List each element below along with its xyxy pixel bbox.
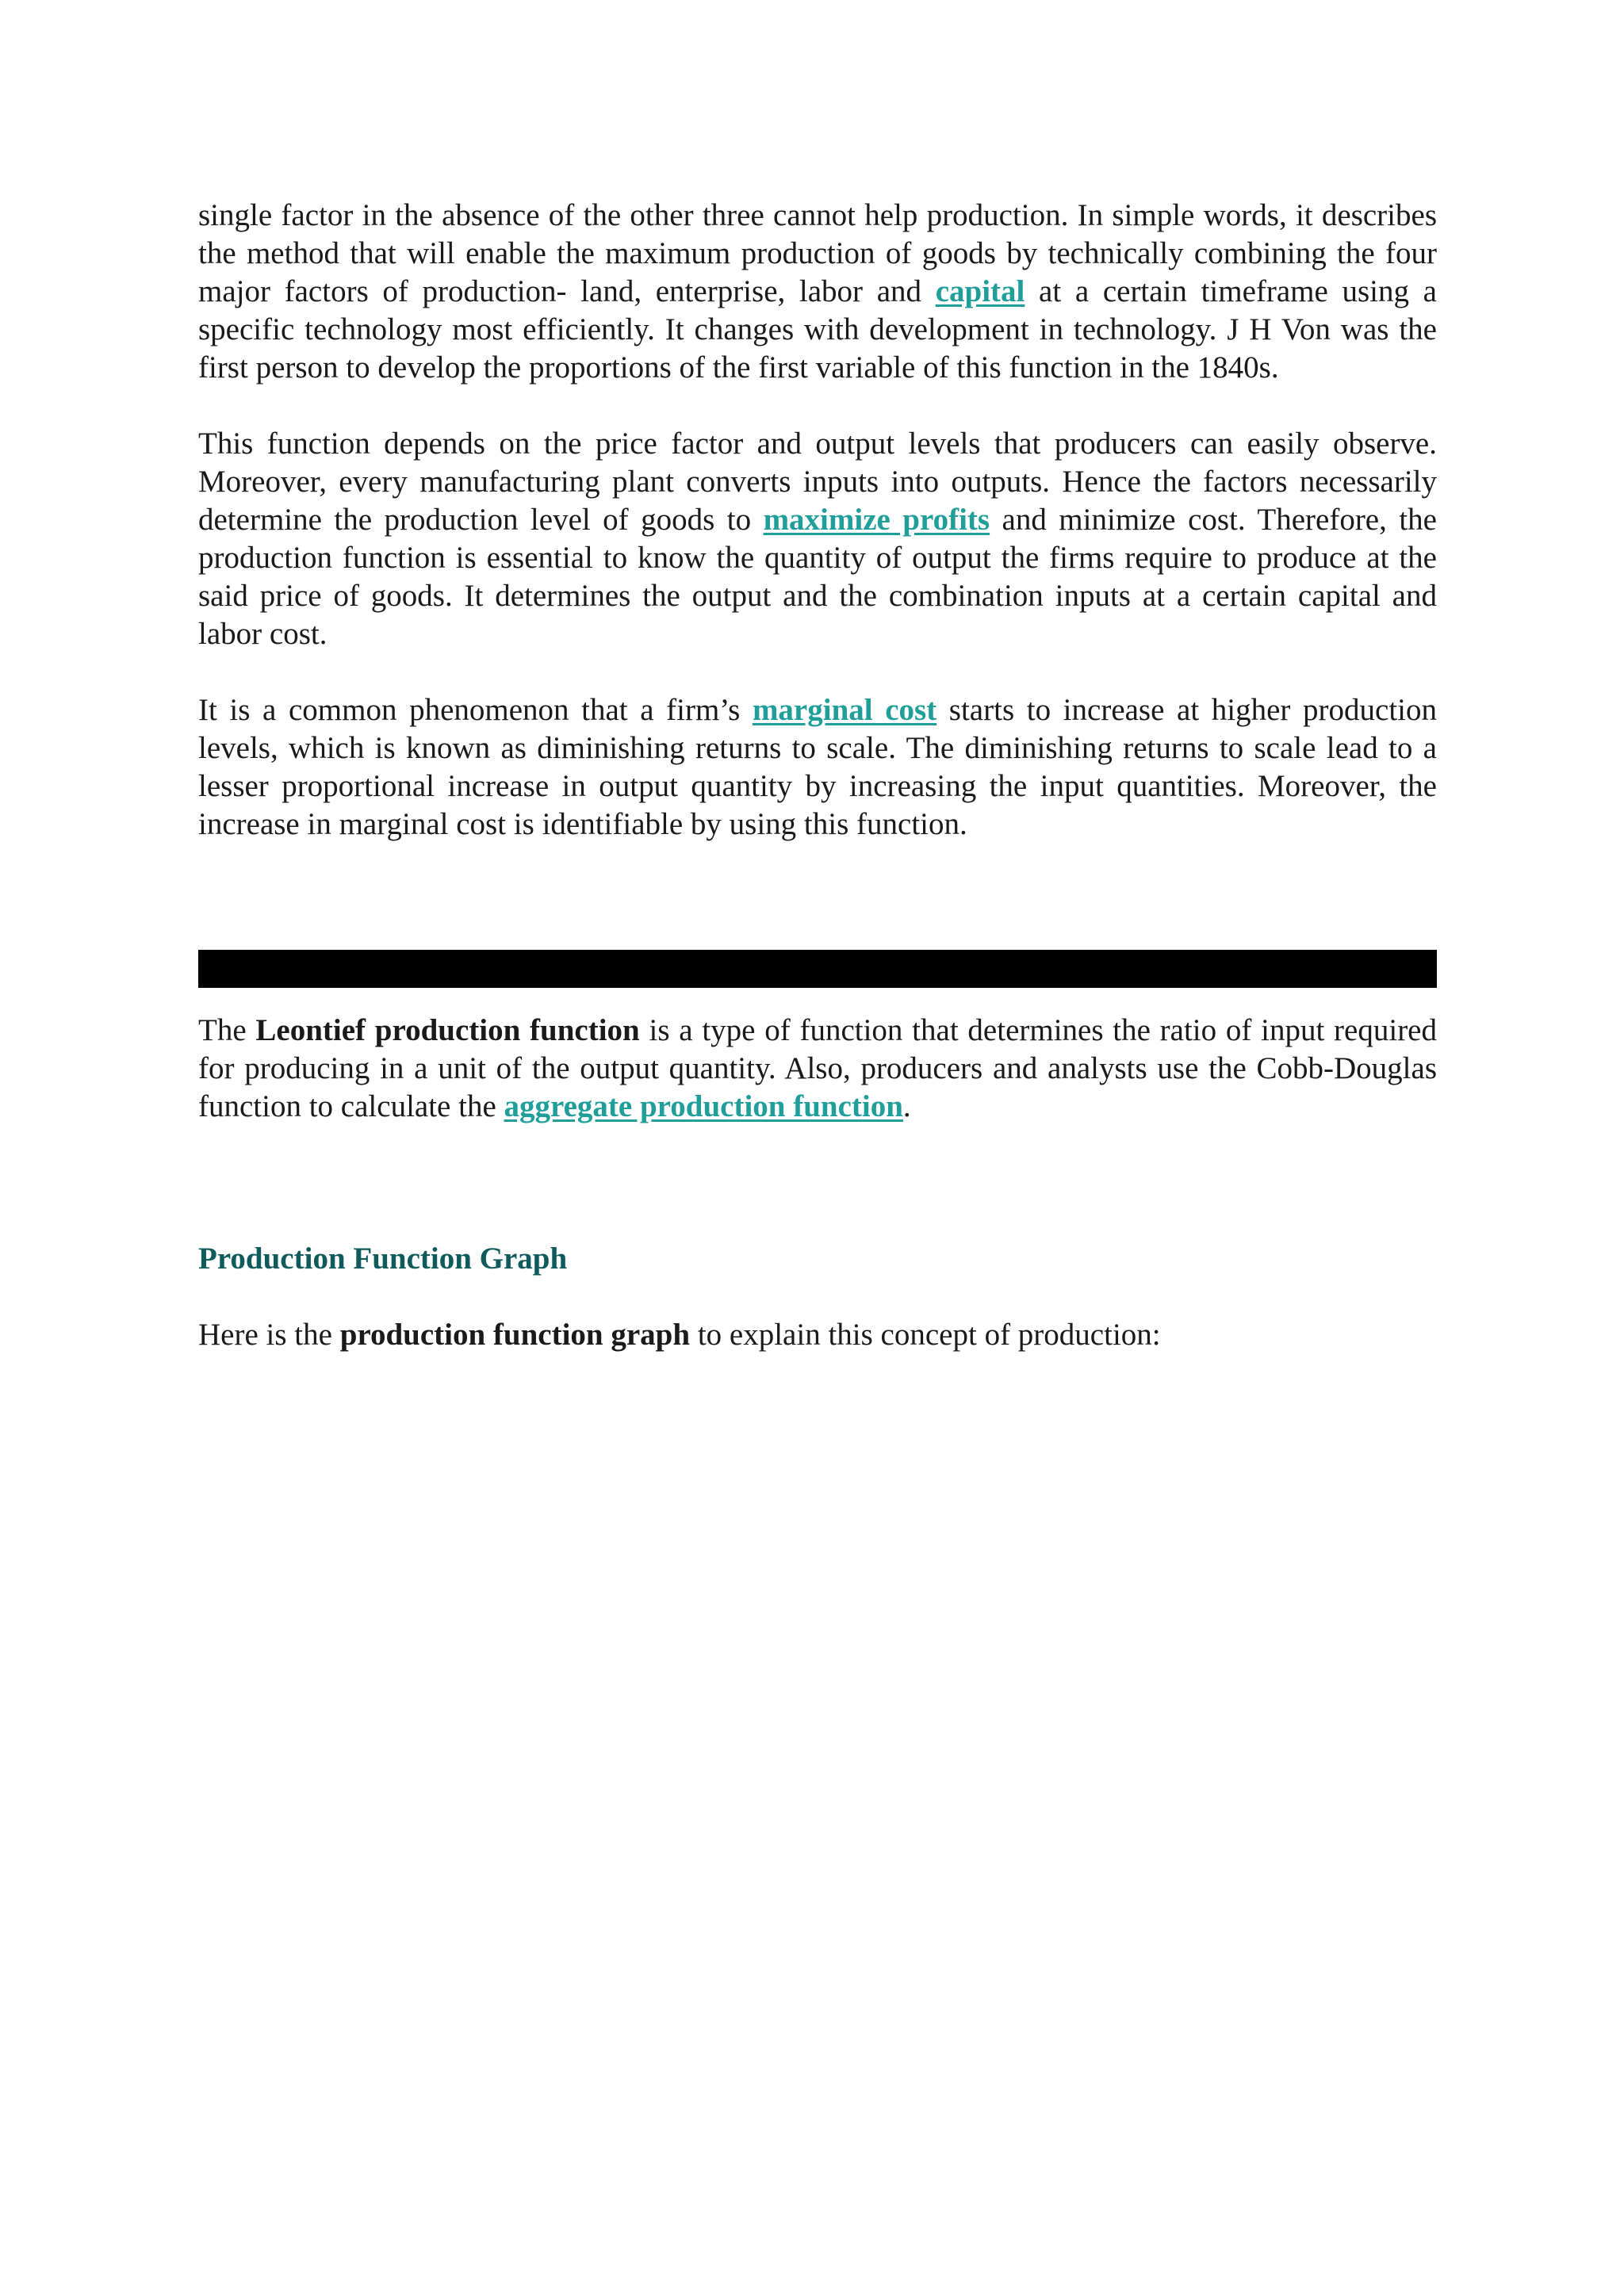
paragraph-text: It is a common phenomenon that a firm’s	[198, 693, 753, 727]
paragraph-text: to explain this concept of production:	[690, 1318, 1161, 1352]
section-heading: Production Function Graph	[198, 1242, 568, 1276]
paragraph-leontief	[198, 1012, 1437, 1126]
link-marginal-cost[interactable]: marginal cost	[752, 693, 937, 727]
redaction-bar	[198, 950, 1437, 988]
paragraph-text: The	[198, 1013, 256, 1047]
paragraph-production-definition	[198, 197, 1437, 387]
paragraph-marginal-cost	[198, 691, 1437, 844]
paragraph-text: starts to increase at higher production levels, which is known as diminishing returns to scale. The diminishing returns to scale lead to a lesser proportional increase in output quantity by increasing the input quantities. Moreover, the increase in marginal cost is identifiable by using this function.	[198, 693, 1438, 841]
document-page	[198, 197, 1437, 1354]
paragraph-text: is a type of function that determines the ratio of input required for producing in a unit of the output quantity. Also, producers and analysts use the Cobb-Douglas function to calculate the	[198, 1013, 1437, 1123]
link-maximize-profits[interactable]: maximize profits	[763, 503, 990, 537]
paragraph-text: This function depends on the price factor and output levels that producers can easily observe. Moreover, every manufacturing plant converts inputs into outputs. Hence the factors necessarily determine the production level of goods to	[198, 427, 1437, 537]
link-aggregate-production-function[interactable]: aggregate production function	[504, 1089, 903, 1123]
paragraph-text: Here is the	[198, 1318, 340, 1352]
paragraph-text: at a certain timeframe using a specific technology most efficiently. It changes with development in technology. J H Von was the first person to develop the proportions of the first variable of this function in the 1840s.	[198, 274, 1437, 385]
paragraph-text: and minimize cost. Therefore, the production function is essential to know the quantity of output the firms require to produce at the said price of goods. It determines the output and the combination inputs at a certain capital and labor cost.	[198, 503, 1437, 651]
faded-text-line	[198, 893, 1437, 931]
paragraph-price-factor	[198, 425, 1437, 653]
bold-term-leontief: Leontief production function	[255, 1013, 640, 1047]
paragraph-text: .	[902, 1089, 911, 1123]
paragraph-graph-intro	[198, 1316, 1437, 1354]
link-capital[interactable]: capital	[935, 274, 1025, 308]
paragraph-text: single factor in the absence of the other three cannot help production. In simple words, it describes the method that will enable the maximum production of goods by technically combining the four major factors of production- land, enterprise, labor and	[198, 198, 1437, 308]
bold-term-graph: production function graph	[339, 1318, 691, 1352]
